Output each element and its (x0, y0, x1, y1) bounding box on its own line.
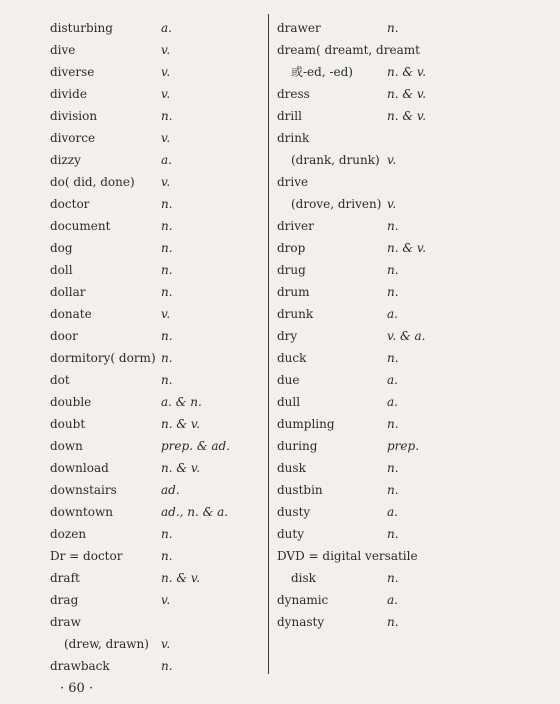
part-of-speech: n. (387, 483, 399, 497)
entry-row (277, 501, 527, 523)
entry-word: 或-ed, -ed) (291, 65, 353, 79)
entry-word: Dr = doctor (50, 549, 123, 563)
part-of-speech: n. (161, 285, 173, 299)
part-of-speech: n. (161, 659, 173, 673)
entry-row (50, 391, 262, 413)
entry-word: dizzy (50, 153, 81, 167)
part-of-speech: n. (161, 197, 173, 211)
entry-word: dormitory( dorm) (50, 351, 156, 365)
entry-row (277, 83, 527, 105)
entry-word: divide (50, 87, 87, 101)
entry-word: dusk (277, 461, 306, 475)
part-of-speech: n. & v. (387, 241, 427, 255)
entry-row (277, 589, 527, 611)
part-of-speech: n. (161, 219, 173, 233)
entry-row (50, 237, 262, 259)
entry-row (277, 325, 527, 347)
entry-row (50, 303, 262, 325)
entry-row (50, 633, 262, 655)
part-of-speech: v. & a. (387, 329, 426, 343)
part-of-speech: ad. (161, 483, 180, 497)
part-of-speech: n. & v. (387, 87, 427, 101)
entry-word: drug (277, 263, 306, 277)
entry-row (277, 479, 527, 501)
entry-word: drunk (277, 307, 314, 321)
part-of-speech: v. (161, 637, 171, 651)
entry-word: document (50, 219, 111, 233)
entry-row (277, 281, 527, 303)
part-of-speech: n. (387, 461, 399, 475)
entry-row (50, 523, 262, 545)
entry-row (50, 105, 262, 127)
entry-word: drive (277, 175, 309, 189)
entry-word: driver (277, 219, 314, 233)
entry-word: download (50, 461, 109, 475)
entry-word: drawer (277, 21, 321, 35)
entry-word: dive (50, 43, 76, 57)
entry-word: double (50, 395, 92, 409)
entry-row (277, 105, 527, 127)
entry-row (277, 17, 527, 39)
part-of-speech: n. (387, 351, 399, 365)
part-of-speech: a. & n. (161, 395, 202, 409)
entry-word: dozen (50, 527, 87, 541)
part-of-speech: n. & v. (387, 109, 427, 123)
entry-word: divorce (50, 131, 96, 145)
part-of-speech: n. (161, 263, 173, 277)
entry-row (50, 589, 262, 611)
right-column (277, 17, 527, 633)
entry-word: dress (277, 87, 310, 101)
entry-word: disturbing (50, 21, 113, 35)
entry-row (277, 611, 527, 633)
part-of-speech: n. (387, 219, 399, 233)
entry-row (277, 413, 527, 435)
entry-row (50, 39, 262, 61)
part-of-speech: ad., n. & a. (161, 505, 229, 519)
entry-row (50, 127, 262, 149)
entry-word: drill (277, 109, 302, 123)
entry-word: disk (291, 571, 316, 585)
entry-word: downtown (50, 505, 113, 519)
left-column (50, 17, 262, 677)
entry-row (50, 413, 262, 435)
part-of-speech: v. (161, 175, 171, 189)
entry-row (277, 435, 527, 457)
entry-row (50, 149, 262, 171)
entry-row (50, 171, 262, 193)
part-of-speech: n. (387, 615, 399, 629)
entry-row (277, 523, 527, 545)
part-of-speech: v. (161, 87, 171, 101)
entry-row (50, 281, 262, 303)
entry-word: (drank, drunk) (291, 153, 380, 167)
entry-row (50, 435, 262, 457)
part-of-speech: a. (387, 593, 398, 607)
entry-word: downstairs (50, 483, 117, 497)
part-of-speech: a. (387, 373, 398, 387)
entry-word: doll (50, 263, 73, 277)
part-of-speech: n. (161, 241, 173, 255)
entry-word: division (50, 109, 98, 123)
entry-row (277, 39, 527, 61)
part-of-speech: prep. & ad. (161, 439, 230, 453)
entry-word: duty (277, 527, 305, 541)
entry-word: do( did, done) (50, 175, 135, 189)
part-of-speech: v. (161, 593, 171, 607)
entry-row (50, 479, 262, 501)
part-of-speech: n. (387, 417, 399, 431)
entry-row (277, 391, 527, 413)
part-of-speech: v. (387, 153, 397, 167)
entry-word: doctor (50, 197, 90, 211)
entry-row (50, 259, 262, 281)
entry-row (277, 127, 527, 149)
entry-word: during (277, 439, 318, 453)
part-of-speech: a. (387, 395, 398, 409)
part-of-speech: n. (161, 109, 173, 123)
entry-row (277, 303, 527, 325)
entry-row (50, 83, 262, 105)
entry-row (50, 501, 262, 523)
entry-word: dog (50, 241, 73, 255)
part-of-speech: a. (387, 307, 398, 321)
entry-row (50, 17, 262, 39)
entry-word: dustbin (277, 483, 323, 497)
entry-row (50, 369, 262, 391)
entry-word: drawback (50, 659, 110, 673)
entry-row (50, 611, 262, 633)
entry-row (50, 61, 262, 83)
entry-row (277, 171, 527, 193)
part-of-speech: n. & v. (161, 417, 201, 431)
entry-word: doubt (50, 417, 86, 431)
part-of-speech: a. (387, 505, 398, 519)
entry-word: donate (50, 307, 92, 321)
entry-row (277, 259, 527, 281)
entry-row (277, 61, 527, 83)
part-of-speech: prep. (387, 439, 420, 453)
entry-word: drum (277, 285, 310, 299)
entry-row (277, 215, 527, 237)
entry-row (277, 149, 527, 171)
part-of-speech: n. (387, 571, 399, 585)
part-of-speech: n. (161, 329, 173, 343)
entry-row (50, 193, 262, 215)
part-of-speech: n. & v. (161, 571, 201, 585)
part-of-speech: n. (387, 285, 399, 299)
part-of-speech: a. (161, 21, 172, 35)
entry-word: dusty (277, 505, 311, 519)
entry-word: dot (50, 373, 70, 387)
entry-row (277, 545, 527, 567)
part-of-speech: v. (161, 131, 171, 145)
part-of-speech: n. (387, 527, 399, 541)
part-of-speech: v. (161, 65, 171, 79)
part-of-speech: n. (161, 351, 173, 365)
entry-word: (drew, drawn) (64, 637, 149, 651)
entry-word: dollar (50, 285, 86, 299)
entry-word: dull (277, 395, 301, 409)
entry-word: drink (277, 131, 310, 145)
entry-row (277, 369, 527, 391)
entry-word: (drove, driven) (291, 197, 382, 211)
entry-word: duck (277, 351, 307, 365)
part-of-speech: v. (161, 43, 171, 57)
part-of-speech: n. & v. (387, 65, 427, 79)
entry-row (277, 347, 527, 369)
entry-row (277, 193, 527, 215)
entry-row (277, 457, 527, 479)
entry-word: drag (50, 593, 79, 607)
entry-word: dynasty (277, 615, 325, 629)
entry-row (50, 347, 262, 369)
part-of-speech: n. & v. (161, 461, 201, 475)
part-of-speech: n. (161, 373, 173, 387)
part-of-speech: v. (387, 197, 397, 211)
part-of-speech: n. (387, 21, 399, 35)
entry-word: due (277, 373, 300, 387)
entry-row (50, 457, 262, 479)
part-of-speech: v. (161, 307, 171, 321)
entry-word: draft (50, 571, 80, 585)
entry-row (277, 567, 527, 589)
entry-word: down (50, 439, 83, 453)
entry-word: dynamic (277, 593, 329, 607)
part-of-speech: n. (387, 263, 399, 277)
entry-word: draw (50, 615, 81, 629)
entry-word: drop (277, 241, 306, 255)
entry-word: dream( dreamt, dreamt (277, 43, 420, 57)
entry-word: DVD = digital versatile (277, 549, 418, 563)
entry-row (277, 237, 527, 259)
column-divider (268, 14, 269, 674)
entry-row (50, 325, 262, 347)
part-of-speech: n. (161, 527, 173, 541)
part-of-speech: a. (161, 153, 172, 167)
entry-word: dumpling (277, 417, 335, 431)
entry-row (50, 567, 262, 589)
entry-word: dry (277, 329, 298, 343)
entry-row (50, 215, 262, 237)
page-number: · 60 · (60, 681, 94, 696)
entry-word: door (50, 329, 78, 343)
entry-row (50, 545, 262, 567)
entry-word: diverse (50, 65, 95, 79)
entry-row (50, 655, 262, 677)
part-of-speech: n. (161, 549, 173, 563)
